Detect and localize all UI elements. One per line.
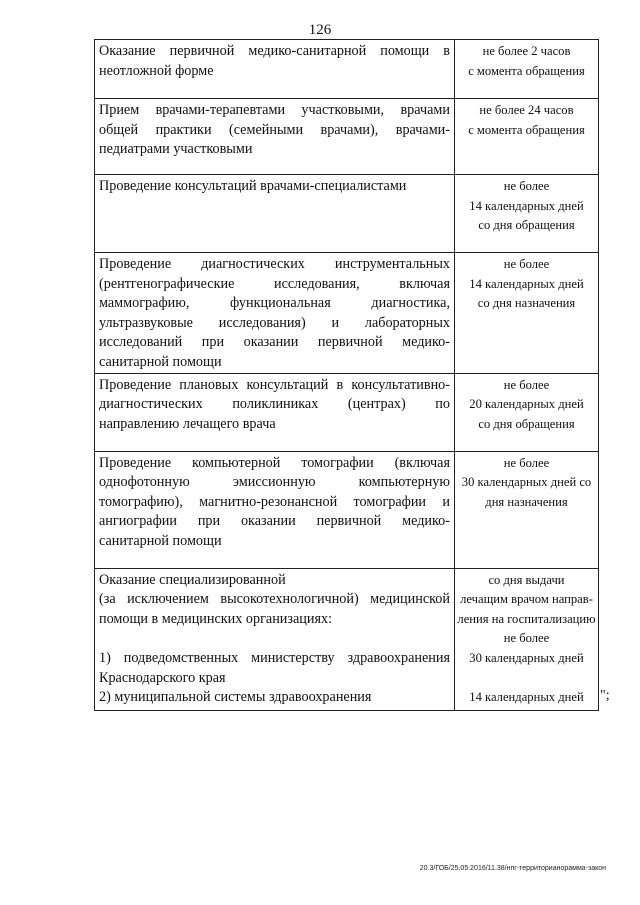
term-line: не более [503, 377, 550, 392]
service-cell [95, 568, 455, 710]
term-line: со дня обращения [478, 416, 575, 431]
table-row [95, 99, 599, 175]
term-line: 14 календарных дней [469, 198, 584, 213]
service-cell [95, 99, 455, 175]
term-cell [455, 451, 599, 568]
term-line: с момента обращения [468, 63, 585, 78]
service-text: Оказание первичной медико-санитарной помощи в неотложной форме [99, 43, 450, 79]
service-text: 1) подведомственных министерству здравоохранения Краснодарского края [99, 649, 450, 686]
term-line: лечащим врачом направ- [460, 592, 593, 607]
term-cell [455, 253, 599, 374]
service-cell [95, 451, 455, 568]
term-line: с момента обращения [468, 122, 585, 137]
service-cell [95, 373, 455, 451]
service-cell [95, 40, 455, 99]
page-number: 126 [308, 22, 332, 38]
service-text: Проведение компьютерной томографии (включая однофотонную эмиссионную компьютерную томографию), магнитно-резонансной томографии и ангиографии при оказании первичной медико-санитарной помощи [99, 454, 450, 549]
term-line: 30 календарных дней со [461, 475, 592, 490]
service-text: Оказание специализированной [99, 571, 286, 588]
service-text: Проведение консультаций врачами-специалистами [99, 178, 407, 194]
term-cell [455, 175, 599, 253]
table-row [95, 373, 599, 451]
table-row [95, 40, 599, 99]
term-line: не более [503, 257, 550, 271]
service-text: (за исключением высокотехнологичной) медицинской помощи в медицинских организациях: [99, 591, 450, 627]
term-line: не более [503, 179, 550, 193]
closing-quote: "; [600, 688, 610, 703]
term-cell [455, 40, 599, 99]
waiting-times-table [94, 39, 599, 711]
term-line: не более 2 часов [482, 44, 571, 58]
term-line: 14 календарных дней [469, 690, 584, 705]
term-line: не более 24 часов [479, 103, 574, 117]
blank-line [99, 629, 450, 649]
table-row [95, 568, 599, 710]
service-text: Проведение плановых консультаций в консультативно-диагностических поликлиниках (центрах) по направлению лечащего врача [99, 376, 450, 432]
term-cell [455, 99, 599, 175]
service-text: Проведение диагностических инструментальных (рентгенографические исследования, включая маммографию, функциональная диагностика, ультразвуковые исследования) и лабораторных исследований при оказании первичной медико-санитарной помощи [99, 256, 450, 370]
term-line: не более [503, 455, 550, 470]
term-cell [455, 373, 599, 451]
document-code: 20.3/ГОБ/25.05.2016/11.38/нпг-территорианорамма-закон [419, 865, 606, 872]
term-line: со дня обращения [478, 218, 575, 233]
service-cell [95, 175, 455, 253]
term-line: со дня назначения [477, 296, 576, 311]
term-line: дня назначения [485, 494, 568, 509]
term-line: ления на госпитализацию [457, 611, 596, 626]
table-row [95, 451, 599, 568]
term-line: со дня выдачи [488, 572, 565, 587]
term-line: 14 календарных дней [469, 276, 584, 291]
service-text: Прием врачами-терапевтами участковыми, врачами общей практики (семейными врачами), врачами-педиатрами участковыми [99, 102, 450, 158]
service-text: 2) муниципальной системы здравоохранения [99, 689, 372, 706]
table-row [95, 253, 599, 374]
service-cell [95, 253, 455, 374]
term-cell [455, 568, 599, 710]
term-line: 20 календарных дней [469, 397, 584, 412]
term-line: 30 календарных дней [469, 650, 584, 665]
term-line: не более [503, 631, 550, 646]
blank-line [457, 669, 596, 689]
table-row [95, 175, 599, 253]
